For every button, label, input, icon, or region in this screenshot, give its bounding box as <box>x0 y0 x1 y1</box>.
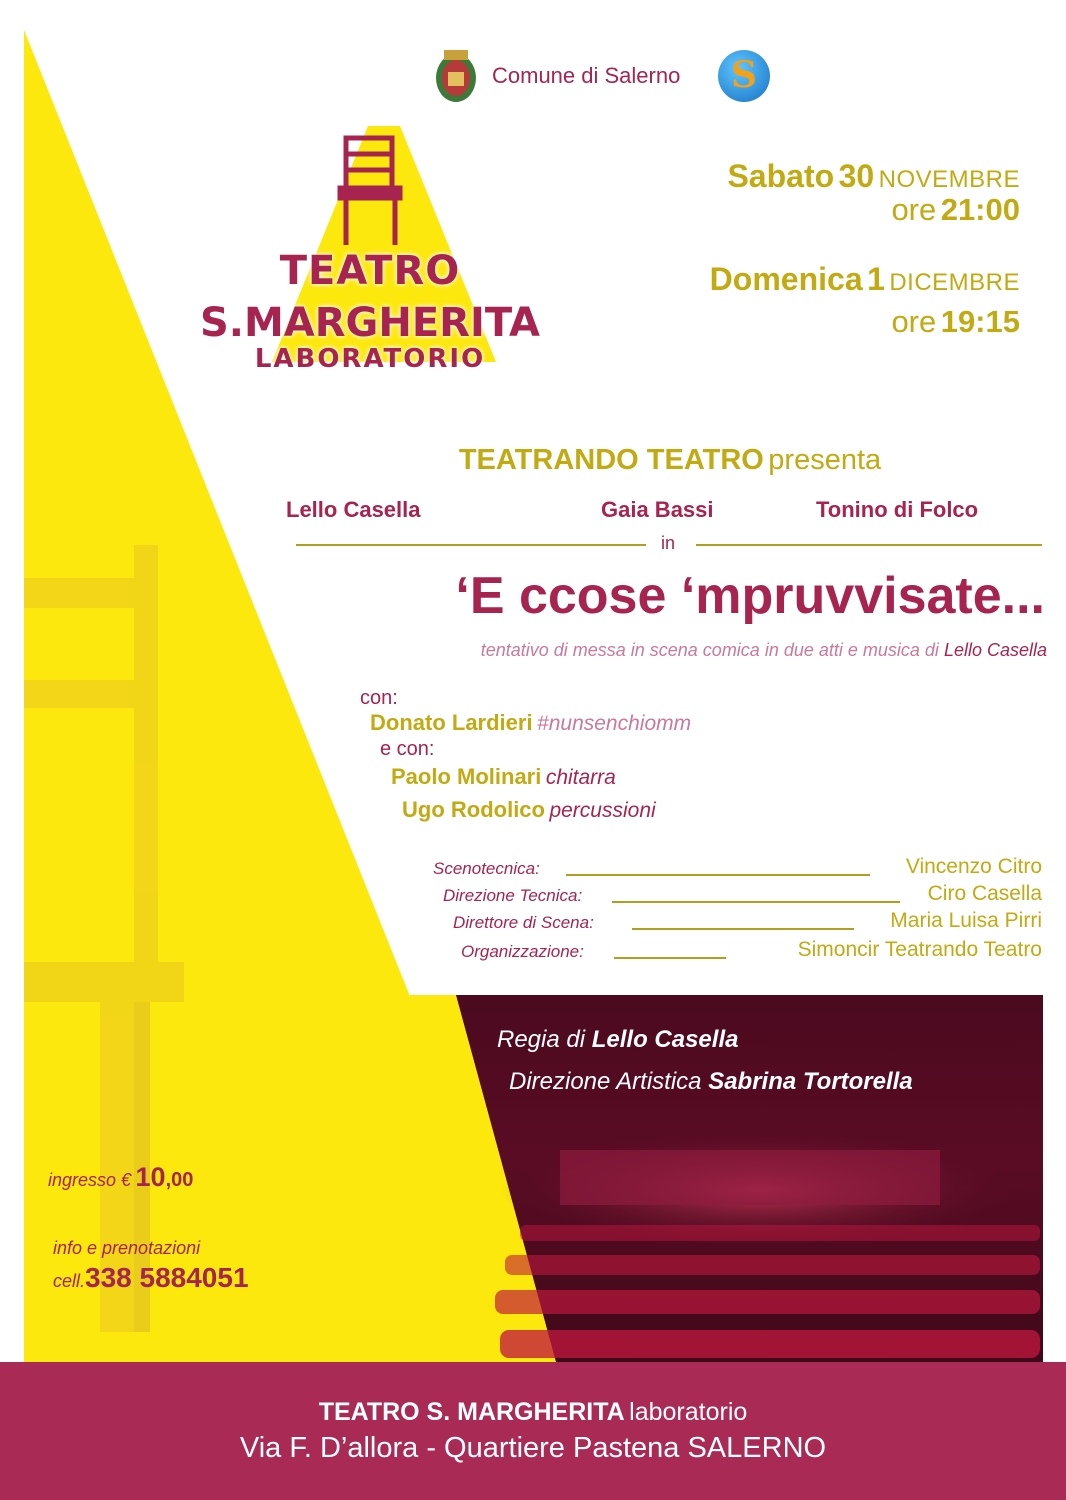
time-1-value: 21:00 <box>940 192 1020 227</box>
presenter-line <box>360 444 980 477</box>
show-subtitle <box>280 640 1047 661</box>
in-word: in <box>661 533 676 553</box>
actor-1: Lello Casella <box>286 497 421 522</box>
date-1 <box>727 158 1020 195</box>
date-2 <box>710 261 1020 298</box>
footer-address: Via F. D’allora - Quartiere Pastena SALERNO <box>239 1432 827 1464</box>
actor-2: Gaia Bassi <box>601 497 714 522</box>
ticket-price <box>48 1162 193 1193</box>
phone-number: 338 5884051 <box>85 1262 249 1293</box>
musician-2-role: percussioni <box>549 799 656 822</box>
ticket-amount: 10 <box>135 1162 166 1192</box>
date-1-month: NOVEMBRE <box>878 166 1020 193</box>
credit-line-2 <box>612 901 900 903</box>
ticket-cents: ,00 <box>165 1169 194 1191</box>
divider-right <box>696 544 1042 546</box>
logo-line-teatro: TEATRO <box>279 248 461 294</box>
date-2-num: 1 <box>867 261 885 297</box>
time-2-value: 19:15 <box>940 304 1020 339</box>
subtitle-text: tentativo di messa in scena comica in due atti e musica di <box>480 640 939 660</box>
time-2 <box>891 304 1020 340</box>
logo-line-margherita: S.MARGHERITA <box>199 300 541 346</box>
date-2-day: Domenica <box>709 261 863 297</box>
footer-bar <box>0 1362 1066 1500</box>
cast-main-role: #nunsenchiomm <box>537 712 692 735</box>
credit-label-3: Direttore di Scena: <box>453 913 594 932</box>
cast-musician-2 <box>402 797 656 823</box>
logo-line-laboratorio: LABORATORIO <box>254 344 486 374</box>
credit-line-3 <box>632 928 854 930</box>
credit-label-2: Direzione Tecnica: <box>443 886 583 905</box>
date-2-month: DICEMBRE <box>889 269 1020 296</box>
credit-value-3: Maria Luisa Pirri <box>890 909 1042 932</box>
musician-1-name: Paolo Molinari <box>391 764 542 789</box>
regia-name: Lello Casella <box>591 1026 739 1053</box>
s-letter: S <box>731 54 757 96</box>
footer-venue-name: TEATRO S. MARGHERITA <box>318 1398 625 1426</box>
regia-line <box>497 1026 738 1054</box>
show-title: ‘E ccose ‘mpruvvisate... <box>455 567 1045 625</box>
info-label: info e prenotazioni <box>53 1238 201 1258</box>
credit-line-4 <box>614 957 726 959</box>
info-phone <box>53 1262 249 1294</box>
footer-venue-suffix: laboratorio <box>629 1398 748 1426</box>
actor-3: Tonino di Folco <box>816 497 979 522</box>
subtitle-author: Lello Casella <box>943 640 1047 660</box>
credit-value-1: Vincenzo Citro <box>905 855 1042 878</box>
con-label: con: <box>360 687 398 709</box>
credit-label-4: Organizzazione: <box>461 942 584 961</box>
time-1-label: ore <box>891 192 937 227</box>
cell-label: cell. <box>53 1271 86 1291</box>
date-1-day: Sabato <box>727 158 835 194</box>
presenter-verb: presenta <box>768 444 882 476</box>
credit-label-1: Scenotecnica: <box>433 859 540 878</box>
credit-value-4: Simoncir Teatrando Teatro <box>797 938 1042 961</box>
credit-value-2: Ciro Casella <box>927 882 1042 905</box>
artistica-label: Direzione Artistica <box>509 1068 702 1095</box>
time-2-label: ore <box>891 304 937 339</box>
artistica-line <box>509 1068 913 1096</box>
artistica-name: Sabrina Tortorella <box>708 1068 913 1095</box>
presenter-name: TEATRANDO TEATRO <box>458 444 764 476</box>
date-1-num: 30 <box>838 158 875 194</box>
e-con-label: e con: <box>380 738 435 760</box>
ticket-label: ingresso € <box>48 1170 132 1190</box>
cast-musician-1 <box>391 764 616 790</box>
musician-2-name: Ugo Rodolico <box>402 797 545 822</box>
cast-main-name: Donato Lardieri <box>370 710 533 735</box>
musician-1-role: chitarra <box>545 766 616 789</box>
regia-label: Regia di <box>497 1026 586 1053</box>
time-1 <box>891 192 1020 228</box>
cast-main <box>370 710 691 736</box>
divider-left <box>296 544 646 546</box>
credit-line-1 <box>566 874 870 876</box>
header-org: Comune di Salerno <box>492 63 681 88</box>
footer-venue <box>0 1398 1066 1427</box>
